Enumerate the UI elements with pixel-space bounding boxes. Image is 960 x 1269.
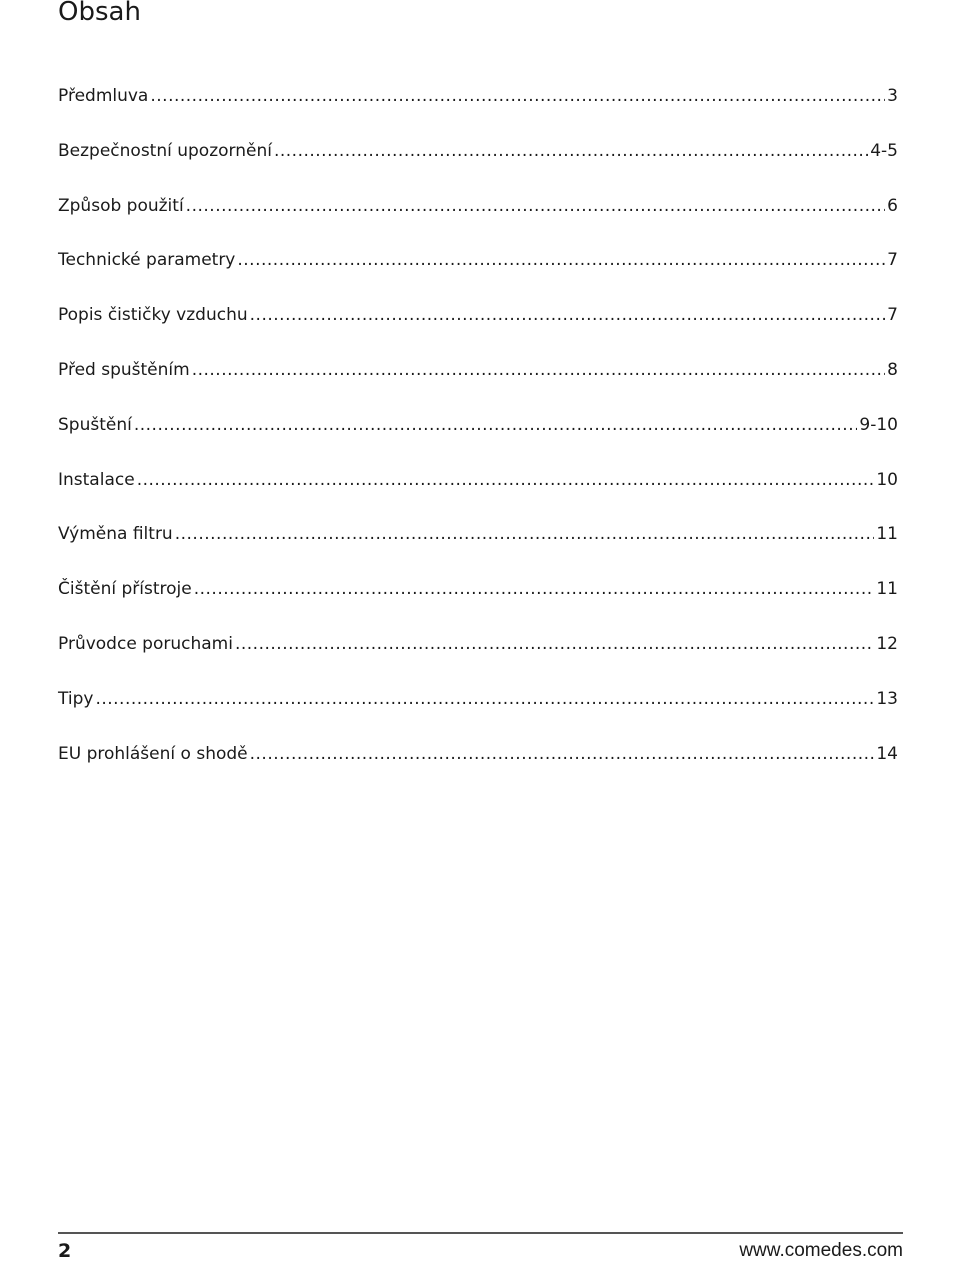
toc-dot-leader [194,575,875,603]
toc-dot-leader [235,630,874,658]
page-title: Obsah [58,0,141,27]
toc-entry-title: Průvodce poruchami [58,633,233,654]
toc-dot-leader [175,520,875,548]
toc-dot-leader [186,192,886,220]
toc-entry-cisteni-pristroje[interactable] [58,575,898,630]
toc-dot-leader [134,411,858,439]
toc-dot-leader [192,356,885,384]
toc-entry-title: Před spuštěním [58,359,190,380]
toc-entry-instalace[interactable] [58,466,898,521]
toc-dot-leader [274,137,868,165]
toc-entry-vymena-filtru[interactable] [58,520,898,575]
toc-entry-title: Popis čističky vzduchu [58,305,248,326]
toc-entry-page: 13 [876,688,898,709]
toc-entry-title: Předmluva [58,86,149,106]
toc-dot-leader [237,246,885,274]
toc-dot-leader [137,466,875,494]
toc-entry-spusteni[interactable] [58,411,898,466]
toc-entry-pred-spustenim[interactable] [58,356,898,411]
toc-entry-popis-cisticky[interactable] [58,301,898,356]
toc-entry-page: 4-5 [870,140,898,161]
toc-entry-page: 8 [887,359,898,380]
toc-entry-title: Způsob použití [58,195,184,216]
toc-entry-pruvodce-poruchami[interactable] [58,630,898,685]
toc-dot-leader [95,685,874,713]
toc-entry-title: Výměna filtru [58,524,173,545]
toc-entry-title: Spuštění [58,414,132,435]
footer-divider [58,1232,903,1234]
toc-entry-title: Instalace [58,469,135,490]
toc-entry-title: Tipy [58,688,94,709]
toc-entry-title: Čištění přístroje [58,579,192,600]
toc-entry-page: 9-10 [859,414,898,435]
toc-entry-title: EU prohlášení o shodě [58,743,248,764]
toc-entry-page: 7 [887,305,898,326]
footer-page-number: 2 [58,1240,72,1262]
toc-dot-leader [150,82,885,110]
toc-entry-page: 6 [887,195,898,216]
toc-dot-leader [250,740,875,768]
toc-entry-page: 10 [876,469,898,490]
toc-entry-title: Technické parametry [58,250,236,271]
table-of-contents [58,82,898,794]
toc-entry-tipy[interactable] [58,685,898,740]
toc-entry-page: 11 [876,524,898,545]
toc-entry-technicke-parametry[interactable] [58,246,898,301]
toc-entry-page: 7 [887,250,898,271]
toc-entry-bezpecnostni-upozorneni[interactable] [58,137,898,192]
toc-entry-page: 11 [876,579,898,600]
toc-dot-leader [250,301,886,329]
toc-entry-zpusob-pouziti[interactable] [58,192,898,247]
toc-entry-page: 3 [887,86,898,106]
toc-entry-eu-prohlaseni[interactable] [58,740,898,795]
footer-website-link[interactable]: www.comedes.com [739,1240,903,1261]
toc-entry-page: 14 [876,743,898,764]
toc-entry-title: Bezpečnostní upozornění [58,140,272,161]
toc-entry-predmluva[interactable] [58,82,898,137]
toc-entry-page: 12 [876,633,898,654]
